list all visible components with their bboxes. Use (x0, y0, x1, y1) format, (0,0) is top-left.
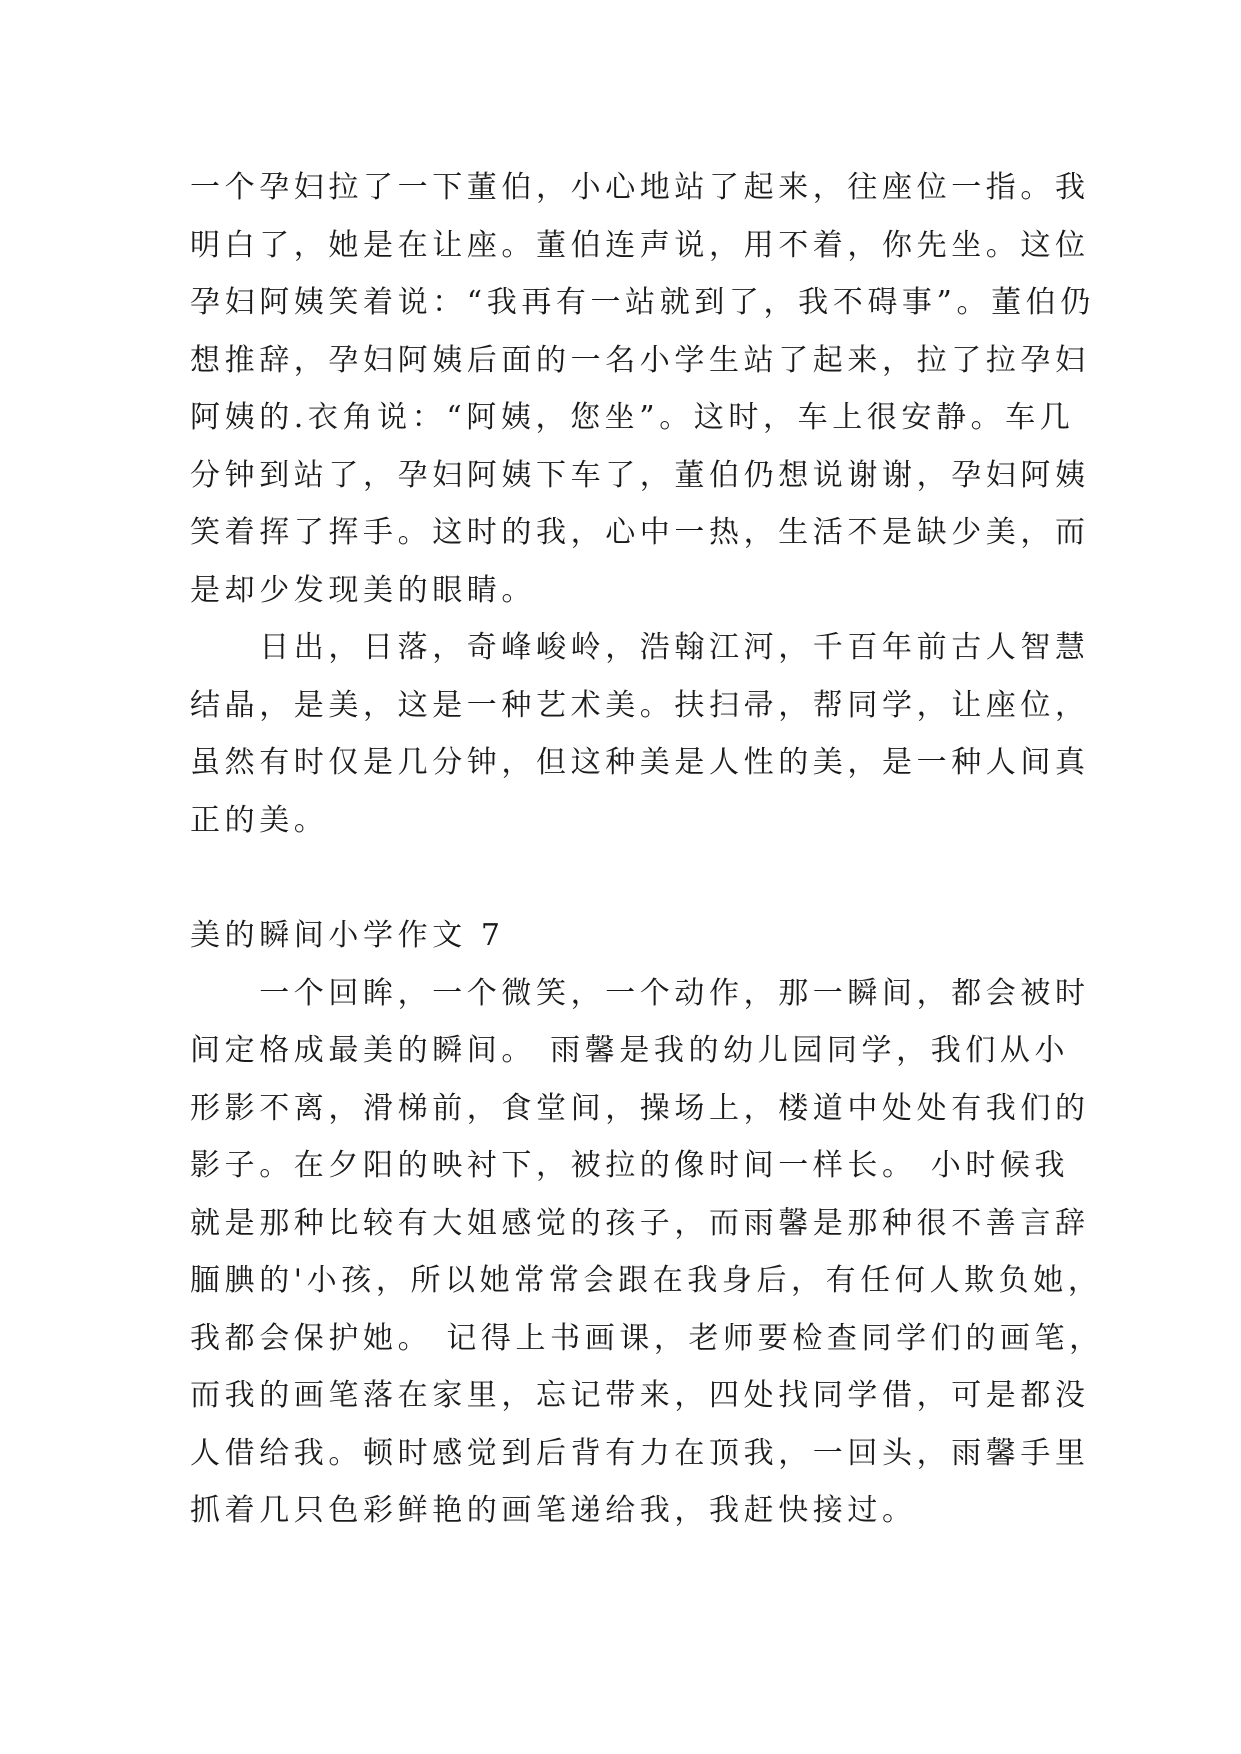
text-line: 阿姨的.衣角说：“阿姨，您坐”。这时，车上很安静。车几 (190, 400, 1075, 435)
text-line: 笑着挥了挥手。这时的我，心中一热，生活不是缺少美，而 (190, 515, 1090, 550)
text-line: 分钟到站了，孕妇阿姨下车了，董伯仍想说谢谢，孕妇阿姨 (190, 458, 1090, 493)
paragraph-first-line: 日出，日落，奇峰峻岭，浩翰江河，千百年前古人智慧 (190, 630, 1090, 665)
text-line: 人借给我。顿时感觉到后背有力在顶我，一回头，雨馨手里 (190, 1436, 1090, 1471)
text-line: 影子。在夕阳的映衬下，被拉的像时间一样长。 小时候我 (190, 1148, 1070, 1183)
text-line: 我都会保护她。 记得上书画课，老师要检查同学们的画笔， (190, 1321, 1104, 1356)
text-line: 抓着几只色彩鲜艳的画笔递给我，我赶快接过。 (190, 1493, 917, 1528)
text-line: 而我的画笔落在家里，忘记带来，四处找同学借，可是都没 (190, 1378, 1090, 1413)
paragraph-first-line: 一个回眸，一个微笑，一个动作，那一瞬间，都会被时 (190, 976, 1090, 1011)
text-line: 结晶，是美，这是一种艺术美。扶扫帚，帮同学，让座位， (190, 688, 1090, 723)
text-line: 腼腆的'小孩，所以她常常会跟在我身后，有任何人欺负她， (190, 1263, 1103, 1298)
text-line: 正的美。 (190, 803, 329, 838)
text-line: 虽然有时仅是几分钟，但这种美是人性的美，是一种人间真 (190, 745, 1090, 780)
text-line: 孕妇阿姨笑着说：“我再有一站就到了，我不碍事”。董伯仍 (190, 285, 1095, 320)
text-line: 形影不离，滑梯前，食堂间，操场上，楼道中处处有我们的 (190, 1091, 1090, 1126)
section-heading: 美的瞬间小学作文 7 (190, 918, 505, 953)
text-line: 明白了，她是在让座。董伯连声说，用不着，你先坐。这位 (190, 228, 1090, 263)
text-line: 想推辞，孕妇阿姨后面的一名小学生站了起来，拉了拉孕妇 (190, 343, 1090, 378)
text-line: 间定格成最美的瞬间。 雨馨是我的幼儿园同学，我们从小 (190, 1033, 1070, 1068)
text-line: 一个孕妇拉了一下董伯，小心地站了起来，往座位一指。我 (190, 170, 1090, 205)
text-line: 是却少发现美的眼睛。 (190, 573, 536, 608)
text-line: 就是那种比较有大姐感觉的孩子，而雨馨是那种很不善言辞 (190, 1206, 1090, 1241)
